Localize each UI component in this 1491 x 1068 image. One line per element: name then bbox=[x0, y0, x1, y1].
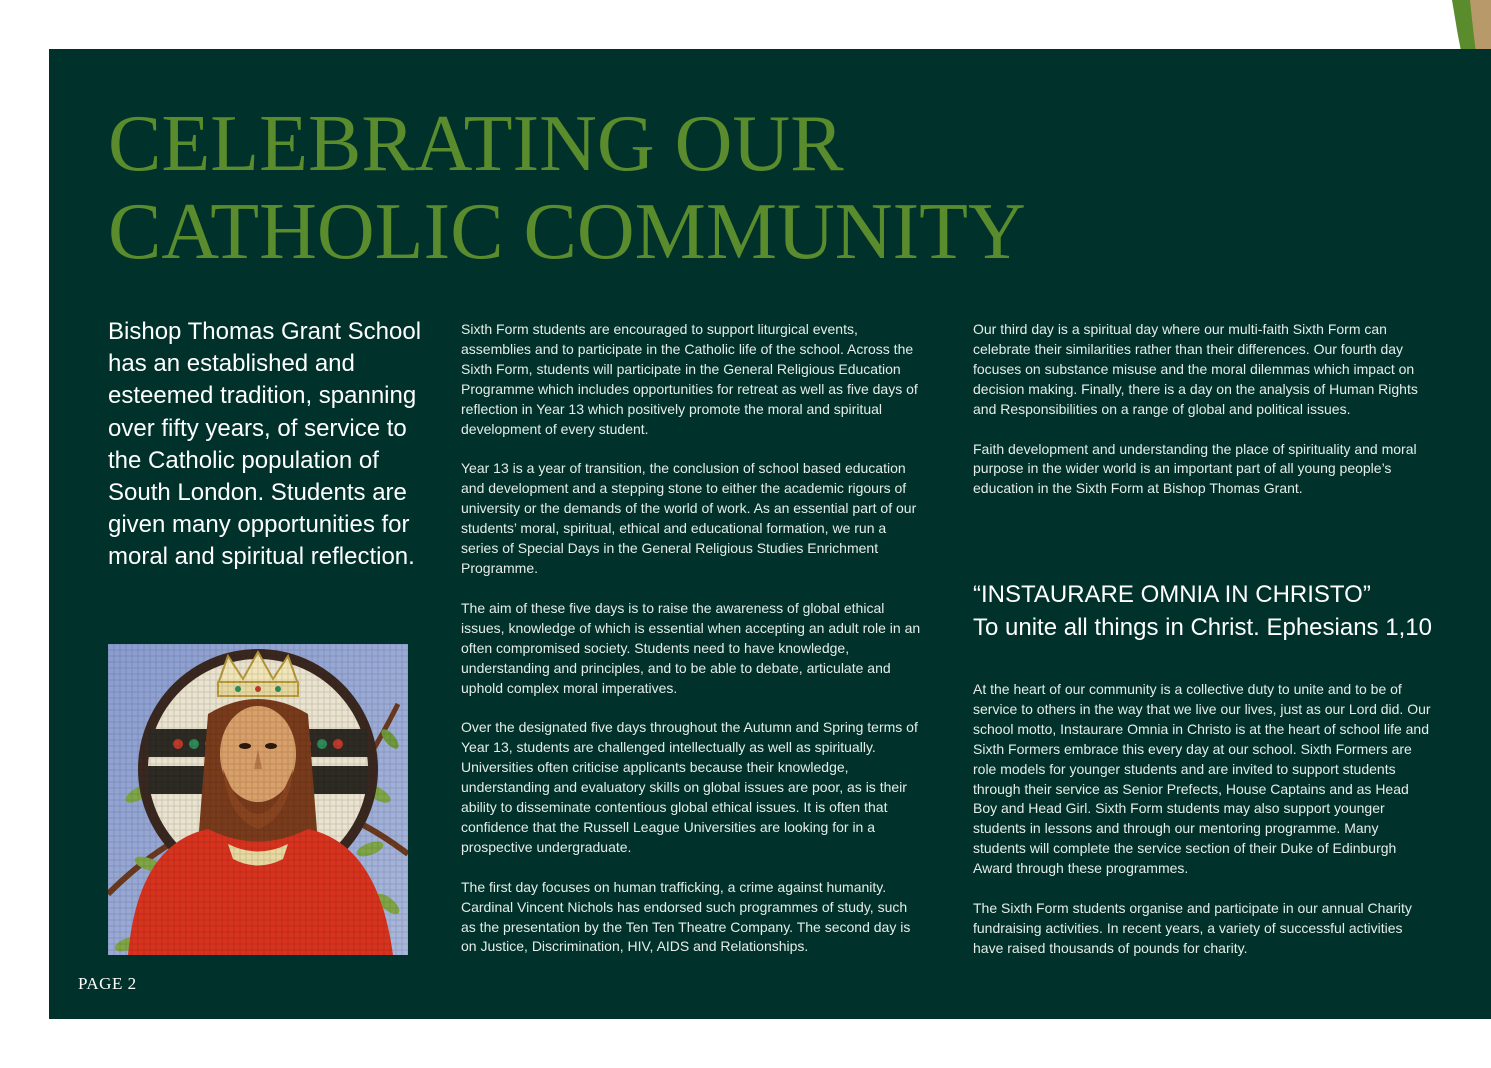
motto-translation: To unite all things in Christ. Ephesians 1,10 bbox=[973, 614, 1432, 641]
paragraph: Year 13 is a year of transition, the conclusion of school based education and development and a stepping stone to either the academic rigours of university or the demands of the world of work. As an essential part of our students’ moral, spiritual, ethical and educational formation, we run a series of Special Days in the General Religious Studies Enrichment Programme. bbox=[461, 460, 917, 576]
body-column-3 bbox=[973, 680, 1435, 979]
title-line-1: CELEBRATING OUR bbox=[108, 100, 844, 188]
page-number: PAGE 2 bbox=[78, 974, 137, 993]
paragraph: Our third day is a spiritual day where our multi-faith Sixth Form can celebrate their similarities rather than their differences. Our fourth day focuses on substance misuse and the moral dilemmas which impact on decision making. Finally, there is a day on the analysis of Human Rights and Responsibilities on a range of global and political issues. bbox=[973, 321, 1418, 417]
body-column-1 bbox=[461, 320, 923, 977]
motto-latin: “INSTAURARE OMNIA IN CHRISTO” bbox=[973, 581, 1371, 608]
paragraph: Faith development and understanding the place of spirituality and moral purpose in the wider world is an important part of all young people’s education in the Sixth Form at Bishop Thomas Grant. bbox=[973, 440, 1417, 497]
body-column-2 bbox=[973, 320, 1435, 519]
motto-quote bbox=[973, 578, 1443, 644]
mosaic-image bbox=[108, 644, 408, 955]
paragraph: The Sixth Form students organise and participate in our annual Charity fundraising activities. In recent years, a variety of successful activities have raised thousands of pounds for charity. bbox=[973, 900, 1412, 956]
paragraph: The aim of these five days is to raise the awareness of global ethical issues, knowledge of which is essential when accepting an adult role in an often compromised society. Students need to have knowledge, understanding and principles, and to be able to debate, articulate and uphold complex moral imperatives. bbox=[461, 599, 921, 696]
intro-text: Bishop Thomas Grant School has an established and esteemed tradition, spanning over fifty years, of service to the Catholic population of South London. Students are given many opportunities for moral and spiritual reflection. bbox=[108, 318, 422, 571]
title-line-2: CATHOLIC COMMUNITY bbox=[108, 188, 1026, 276]
paragraph: Sixth Form students are encouraged to support liturgical events, assemblies and to participate in the Catholic life of the school. Across the Sixth Form, students will participate in the General Religious Education Programme which includes opportunities for retreat as well as five days of reflection in Year 13 which positively promote the moral and spiritual development of every student. bbox=[461, 321, 918, 437]
paragraph: The first day focuses on human trafficking, a crime against humanity. Cardinal Vincent Nichols has endorsed such programmes of study, such as the presentation by the Ten Ten Theatre Company. The second day is on Justice, Discrimination, HIV, AIDS and Relationships. bbox=[461, 878, 911, 955]
paragraph: Over the designated five days throughout the Autumn and Spring terms of Year 13, students are challenged intellectually as well as spiritually. Universities often criticise applicants because their knowledge, understanding and evaluatory skills on global issues are poor, as is their ability to disseminate contentious global ethical issues. It is often that confidence that the Russell League Universities are looking for in a prospective undergraduate. bbox=[461, 719, 918, 855]
page-title bbox=[108, 100, 1026, 276]
paragraph: At the heart of our community is a collective duty to unite and to be of service to others in the way that we live our lives, just as our Lord did. Our school motto, Instaurare Omnia in Christo is at the heart of school life and Sixth Formers embrace this every day at our school. Sixth Formers are role models for younger students and are invited to support students through their service as Senior Prefects, House Captains and as Head Boy and Head Girl. Sixth Form students may also support younger students in lessons and through our mentoring programme. Many students will complete the service section of their Duke of Edinburgh Award through these programmes. bbox=[973, 681, 1431, 877]
